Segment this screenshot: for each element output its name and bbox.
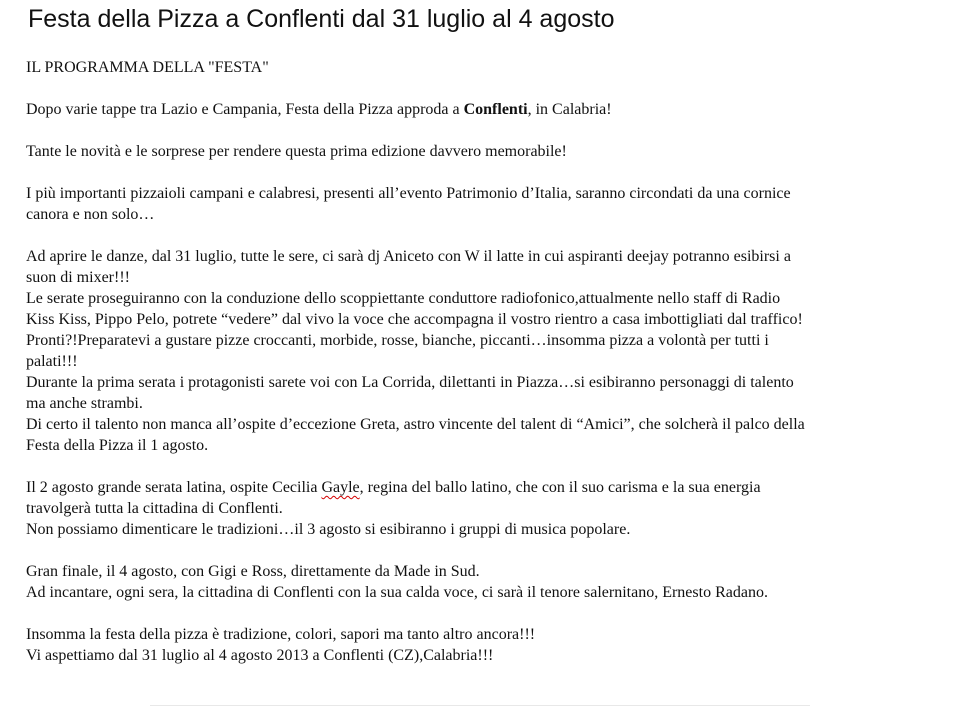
program-line: palati!!! [26, 353, 78, 370]
latin-text: Il 2 agosto grande serata latina, ospite Cecilia [26, 479, 322, 496]
spellcheck-underlined-word: Gayle [321, 479, 360, 496]
novelty-paragraph: Tante le novità e le sorprese per rendere questa prima edizione davvero memorabile! [26, 143, 567, 160]
tenor-line: Ad incantare, ogni sera, la cittadina di Conflenti con la sua calda voce, ci sarà il tenore salernitano, Ernesto Radano. [26, 584, 768, 601]
program-line: Kiss Kiss, Pippo Pelo, potrete “vedere” dal vivo la voce che accompagna il vostro rientro a casa imbottigliati dal traffico! [26, 311, 803, 328]
program-line: Durante la prima serata i protagonisti sarete voi con La Corrida, dilettanti in Piazza…si esibiranno personaggi di talento [26, 374, 794, 391]
program-heading: IL PROGRAMMA DELLA "FESTA" [26, 59, 269, 76]
page-bottom-divider [150, 705, 810, 706]
latin-text-end: , regina del ballo latino, che con il suo carisma e la sua energia [359, 479, 761, 496]
paragraph-gap [26, 540, 951, 561]
paragraph-gap [26, 78, 951, 99]
intro-text: Dopo varie tappe tra Lazio e Campania, Festa della Pizza approda a [26, 101, 464, 118]
intro-text-end: , in Calabria! [527, 101, 612, 118]
program-line: suon di mixer!!! [26, 269, 130, 286]
latin-night-line-1 [26, 477, 951, 498]
paragraph-gap [26, 225, 951, 246]
intro-bold-place: Conflenti [463, 101, 528, 118]
closing-line: Vi aspettiamo dal 31 luglio al 4 agosto 2013 a Conflenti (CZ),Calabria!!! [26, 647, 494, 664]
program-line: Le serate proseguiranno con la conduzione dello scoppiettante conduttore radiofonico,attualmente nello staff di Radio [26, 290, 781, 307]
finale-line: Gran finale, il 4 agosto, con Gigi e Ross, direttamente da Made in Sud. [26, 563, 480, 580]
intro-paragraph [26, 99, 951, 120]
pizzaioli-line-1: I più importanti pizzaioli campani e calabresi, presenti all’evento Patrimonio d’Italia, saranno circondati da una cornice [26, 185, 791, 202]
program-line: Di certo il talento non manca all’ospite d’eccezione Greta, astro vincente del talent di “Amici”, che solcherà il palco della [26, 416, 805, 433]
closing-line: Insomma la festa della pizza è tradizione, colori, sapori ma tanto altro ancora!!! [26, 626, 536, 643]
program-line: Festa della Pizza il 1 agosto. [26, 437, 209, 454]
paragraph-gap [26, 120, 951, 141]
paragraph-gap [26, 162, 951, 183]
pizzaioli-line-2: canora e non solo… [26, 206, 155, 223]
paragraph-gap [26, 456, 951, 477]
page-title: Festa della Pizza a Conflenti dal 31 luglio al 4 agosto [28, 5, 615, 33]
latin-night-line-2: travolgerà tutta la cittadina di Conflenti. [26, 500, 283, 517]
program-line: Pronti?!Preparatevi a gustare pizze croccanti, morbide, rosse, bianche, piccanti…insomma pizza a volontà per tutti i [26, 332, 769, 349]
traditions-line: Non possiamo dimenticare le tradizioni…il 3 agosto si esibiranno i gruppi di musica popolare. [26, 521, 631, 538]
paragraph-gap [26, 603, 951, 624]
document-body [26, 57, 951, 666]
program-line: Ad aprire le danze, dal 31 luglio, tutte le sere, ci sarà dj Aniceto con W il latte in cui aspiranti deejay potranno esibirsi a [26, 248, 791, 265]
program-line: ma anche strambi. [26, 395, 143, 412]
